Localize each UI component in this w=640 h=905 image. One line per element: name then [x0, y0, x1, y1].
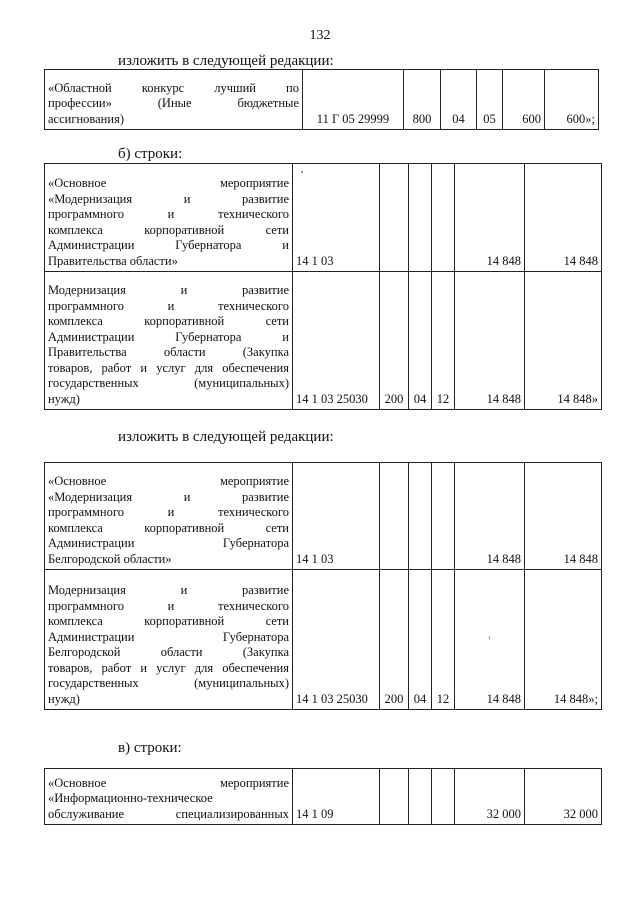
- row-code: 11 Г 05 29999: [303, 70, 404, 130]
- row-subsection: 12: [432, 570, 455, 710]
- row-section: [409, 164, 432, 272]
- row-amount-1: 600: [503, 70, 545, 130]
- row-subsection: 12: [432, 272, 455, 410]
- row-amount-2: 600»;: [545, 70, 599, 130]
- page-number: 132: [309, 28, 331, 43]
- table-row: [45, 570, 602, 710]
- row-subsection: 05: [477, 70, 503, 130]
- scan-mark: [489, 636, 490, 639]
- scan-mark: [301, 171, 303, 173]
- section-heading-3: изложить в следующей редакции:: [118, 429, 334, 445]
- row-subsection: [432, 769, 455, 825]
- row-amount-2: 14 848: [525, 164, 602, 272]
- row-exp-type: 800: [404, 70, 441, 130]
- row-exp-type: [380, 164, 409, 272]
- row-description: «Основное мероприятие «Модернизация и развитие программного и технического комплекса корпоративной сети Администрации Губернатора и Правительства области»: [45, 164, 293, 272]
- row-section: 04: [409, 570, 432, 710]
- row-code: 14 1 03: [293, 164, 380, 272]
- row-exp-type: 200: [380, 272, 409, 410]
- budget-table-4: [44, 768, 602, 825]
- row-code: 14 1 09: [293, 769, 380, 825]
- row-subsection: [432, 164, 455, 272]
- row-section: [409, 769, 432, 825]
- row-subsection: [432, 463, 455, 570]
- section-heading-1: изложить в следующей редакции:: [118, 53, 334, 69]
- table-row: [45, 70, 599, 130]
- row-amount-1: 14 848: [455, 272, 525, 410]
- row-exp-type: [380, 463, 409, 570]
- row-description: «Областной конкурс лучший по профессии» (Иные бюджетные ассигнования): [45, 70, 303, 130]
- row-amount-2: 14 848»;: [525, 570, 602, 710]
- row-description: «Основное мероприятие «Информационно-техническое обслуживание специализированных: [45, 769, 293, 825]
- row-amount-1: 32 000: [455, 769, 525, 825]
- row-code: 14 1 03 25030: [293, 272, 380, 410]
- budget-table-2: [44, 163, 602, 410]
- row-code: 14 1 03 25030: [293, 570, 380, 710]
- table-row: [45, 463, 602, 570]
- row-amount-1: 14 848: [455, 570, 525, 710]
- section-heading-4: в) строки:: [118, 740, 182, 756]
- table-row: [45, 769, 602, 825]
- budget-table-3: [44, 462, 602, 710]
- row-code: 14 1 03: [293, 463, 380, 570]
- table-row: [45, 272, 602, 410]
- row-amount-1: 14 848: [455, 164, 525, 272]
- row-section: [409, 463, 432, 570]
- table-row: [45, 164, 602, 272]
- row-description: Модернизация и развитие программного и технического комплекса корпоративной сети Администрации Губернатора и Правительства области (Закупка товаров, работ и услуг для обеспечения государственных (муниципальных) нужд): [45, 272, 293, 410]
- row-section: 04: [441, 70, 477, 130]
- row-amount-1: 14 848: [455, 463, 525, 570]
- row-exp-type: [380, 769, 409, 825]
- row-amount-2: 14 848: [525, 463, 602, 570]
- row-amount-2: 32 000: [525, 769, 602, 825]
- row-description: «Основное мероприятие «Модернизация и развитие программного и технического комплекса корпоративной сети Администрации Губернатора Белгородской области»: [45, 463, 293, 570]
- section-heading-2: б) строки:: [118, 146, 183, 162]
- row-description: Модернизация и развитие программного и технического комплекса корпоративной сети Администрации Губернатора Белгородской области (Закупка товаров, работ и услуг для обеспечения государственных (муниципальных) нужд): [45, 570, 293, 710]
- row-exp-type: 200: [380, 570, 409, 710]
- row-section: 04: [409, 272, 432, 410]
- row-amount-2: 14 848»: [525, 272, 602, 410]
- budget-table-1: [44, 69, 599, 130]
